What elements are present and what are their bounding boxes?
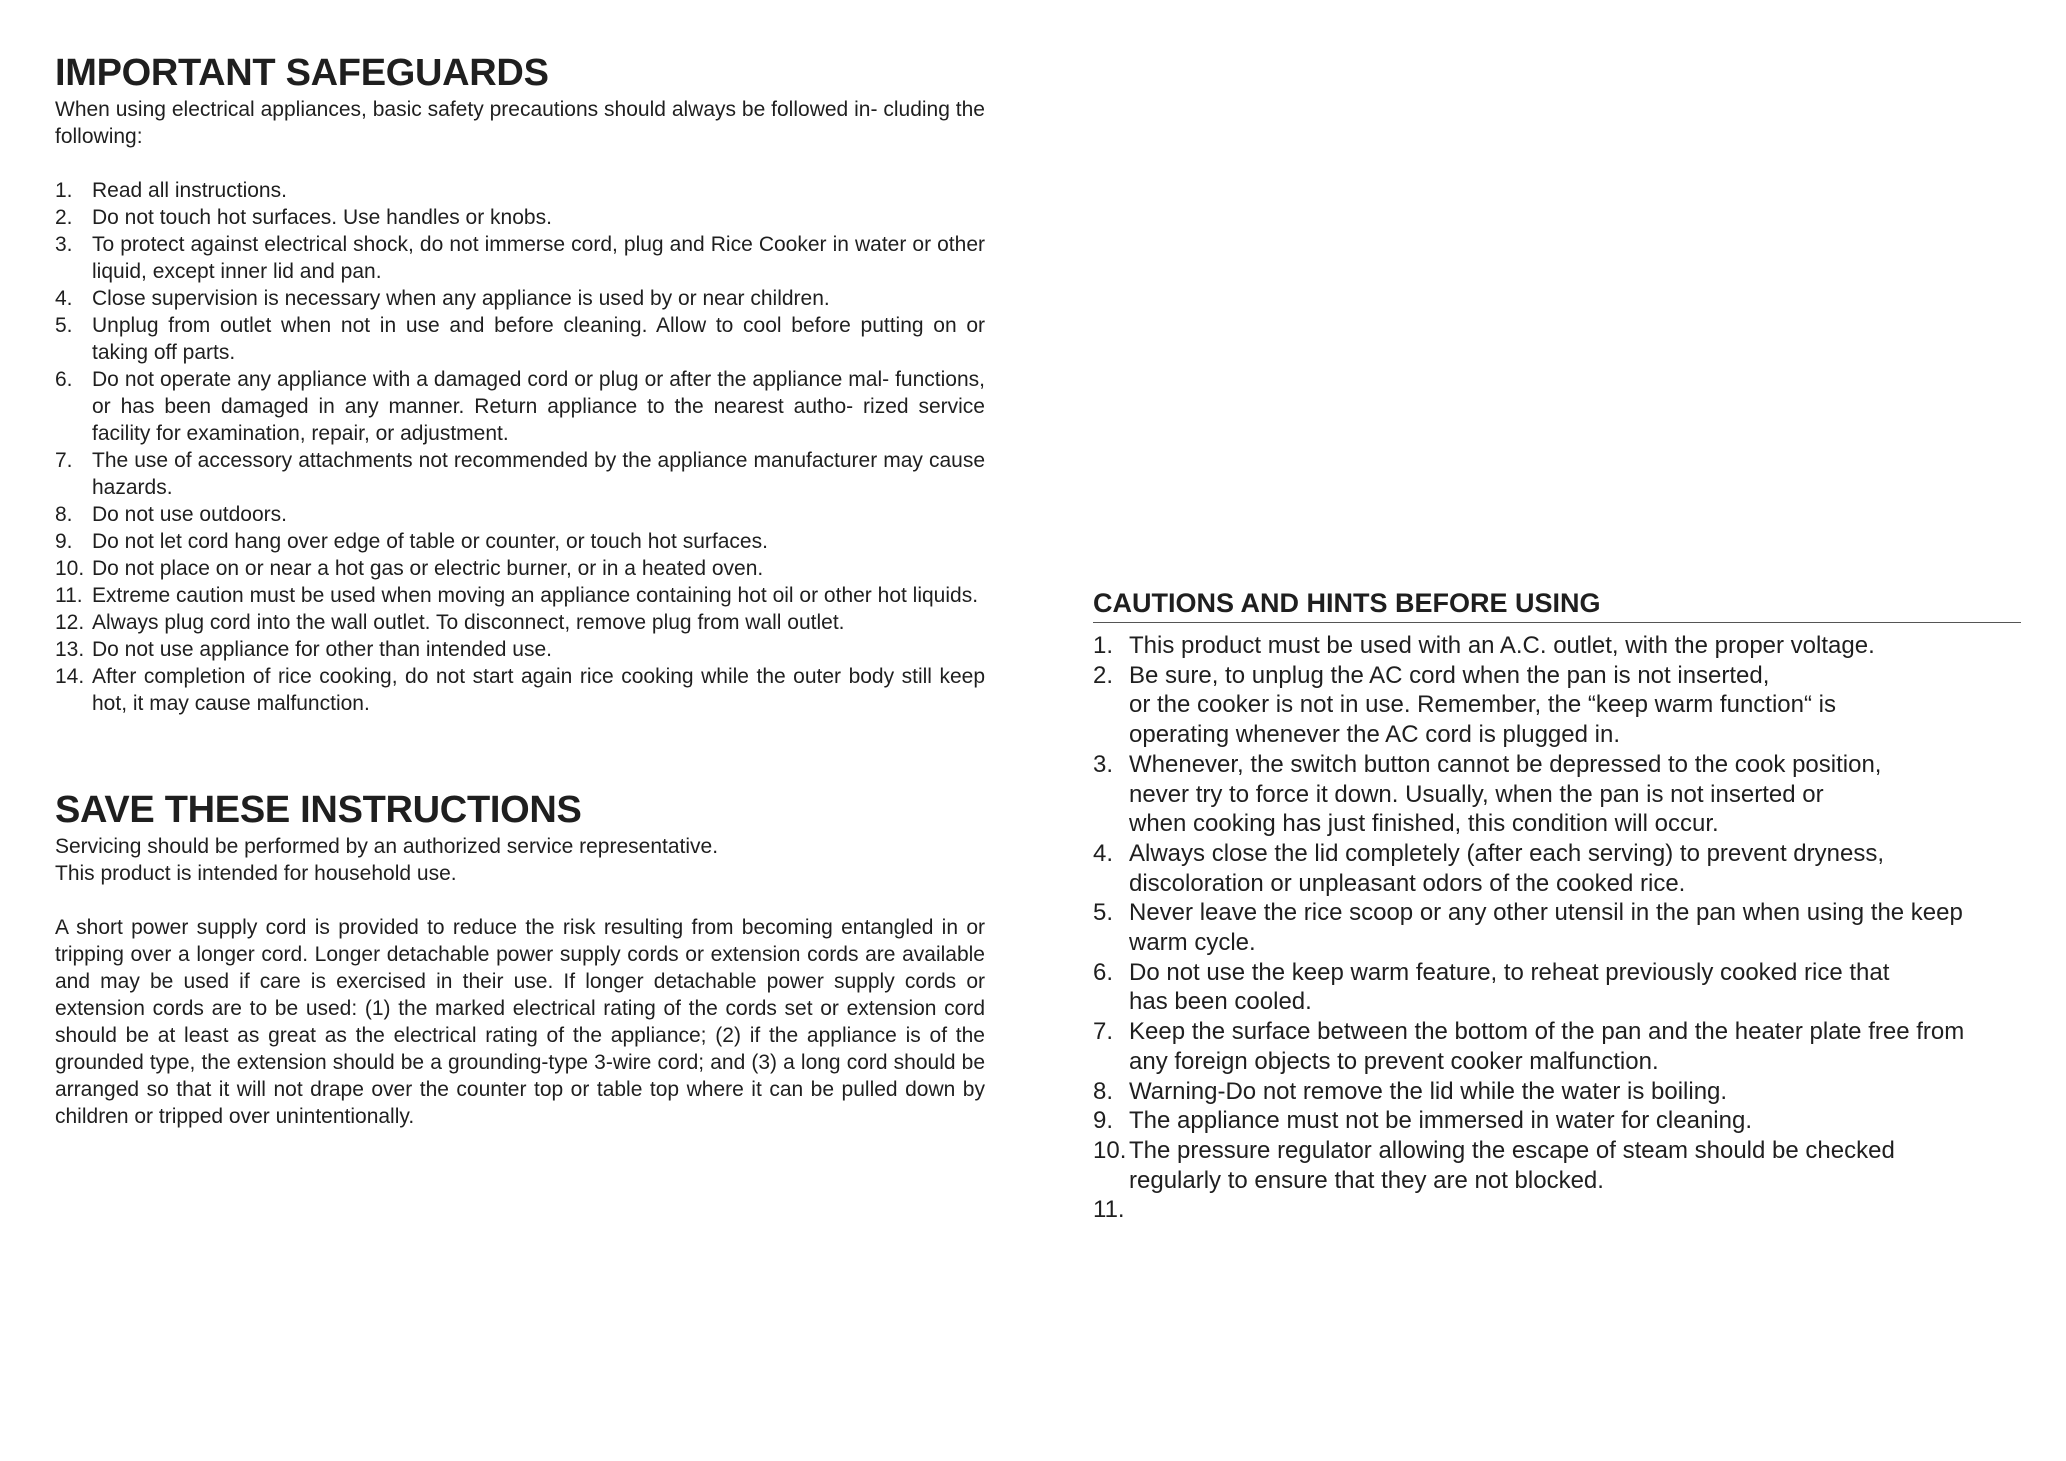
item-text: Do not touch hot surfaces. Use handles or knobs. [92,206,552,229]
list-item [55,285,985,312]
item-text: Do not use appliance for other than intended use. [92,638,552,661]
item-number: 7. [1093,1018,1114,1046]
item-number: 8. [55,503,73,526]
item-number: 3. [1093,750,1114,778]
safeguards-title: IMPORTANT SAFEGUARDS [55,52,549,94]
item-number: 13. [55,638,85,661]
item-text: Do not use the keep warm feature, to reheat previously cooked rice that has been cooled. [1129,958,1890,1016]
list-item [1093,898,2021,957]
item-number: 4. [1093,839,1114,867]
item-text: Always close the lid completely (after each serving) to prevent dryness, discoloration or unpleasant odors of the cooked rice. [1129,839,1885,897]
item-number: 8. [1093,1077,1114,1105]
list-item [55,177,985,204]
item-text: Unplug from outlet when not in use and before cleaning. Allow to cool before putting on or taking off parts. [92,314,985,364]
item-number: 7. [55,449,73,472]
list-item [1093,1195,2021,1225]
item-number: 12. [55,611,85,634]
item-text: To protect against electrical shock, do not immerse cord, plug and Rice Cooker in water or other liquid, except inner lid and pan. [92,233,985,283]
item-text: Close supervision is necessary when any appliance is used by or near children. [92,287,830,310]
list-item [55,663,985,717]
list-item [1093,1017,2021,1076]
item-text: Do not use outdoors. [92,503,287,526]
list-item [55,555,985,582]
item-number: 1. [55,179,73,202]
item-number: 5. [55,314,73,337]
item-number: 9. [55,530,73,553]
household-note: This product is intended for household use. [55,862,457,885]
item-text: Do not let cord hang over edge of table or counter, or touch hot surfaces. [92,530,768,553]
item-text: Extreme caution must be used when moving an appliance containing hot oil or other hot liquids. [92,584,979,607]
item-text: After completion of rice cooking, do not start again rice cooking while the outer body still keep hot, it may cause malfunction. [92,665,985,715]
item-number: 5. [1093,899,1114,927]
service-note: Servicing should be performed by an authorized service representative. [55,835,719,858]
item-number: 2. [55,206,73,229]
item-text [1129,1195,2021,1225]
item-number: 3. [55,233,73,256]
list-item [55,501,985,528]
right-column [1093,586,2021,1225]
item-text: The use of accessory attachments not recommended by the appliance manufacturer may cause hazards. [92,449,985,499]
list-item [55,447,985,501]
item-text: Be sure, to unplug the AC cord when the pan is not inserted, or the cooker is not in use. Remember, the “keep warm function“ is operating whenever the AC cord is plugged in. [1129,661,1836,749]
list-item [1093,1136,2021,1195]
item-text: Do not operate any appliance with a damaged cord or plug or after the appliance mal- functions, or has been damaged in any manner. Return appliance to the nearest autho- rized service facility for examination, repair, or adjustment. [92,368,985,445]
list-item [55,582,985,609]
list-item [1093,958,2021,1017]
item-number: 11. [55,584,83,607]
list-item [55,366,985,447]
item-number: 10. [55,557,85,580]
list-item [1093,1077,2021,1107]
list-item [55,231,985,285]
item-text: This product must be used with an A.C. outlet, with the proper voltage. [1129,632,1875,659]
item-text: Never leave the rice scoop or any other utensil in the pan when using the keep warm cycle. [1129,899,1963,957]
item-number: 6. [1093,958,1114,986]
item-number: 2. [1093,661,1114,689]
list-item [55,636,985,663]
cautions-title: CAUTIONS AND HINTS BEFORE USING [1093,586,2021,623]
list-item [1093,750,2021,839]
cord-paragraph: A short power supply cord is provided to reduce the risk resulting from becoming entangled in or tripping over a longer cord. Longer detachable power supply cords or extension cords are available and may be used if care is exercised in their use. If longer detachable power supply cords or extension cords are to be used: (1) the marked electrical rating of the cords set or extension cord should be at least as great as the electrical rating of the appliance; (2) if the appliance is of the grounded type, the extension should be a grounding-type 3-wire cord; and (3) a long cord should be arranged so that it will not drape over the counter top or table top where it can be pulled down by children or tripped over unintentionally. [55,916,985,1128]
save-instructions-title: SAVE THESE INSTRUCTIONS [55,789,582,831]
list-item [55,528,985,555]
item-text: Read all instructions. [92,179,287,202]
safeguards-intro: When using electrical appliances, basic safety precautions should always be followed in- cluding the following: [55,98,985,148]
item-number: 6. [55,368,73,391]
item-number: 14. [55,665,85,688]
item-number: 1. [1093,632,1114,659]
safeguards-list [55,177,985,717]
item-text: Whenever, the switch button cannot be depressed to the cook position, never try to force it down. Usually, when the pan is not inserted or when cooking has just finished, this condition will occur. [1129,750,1882,838]
item-number: 10. [1093,1136,1127,1164]
list-item [55,204,985,231]
item-text: The pressure regulator allowing the escape of steam should be checked regularly to ensure that they are not blocked. [1129,1136,1895,1194]
item-text: Warning-Do not remove the lid while the water is boiling. [1129,1077,1728,1105]
cautions-list [1093,631,2021,1225]
list-item [55,312,985,366]
left-column [55,50,985,1130]
item-number: 4. [55,287,73,310]
item-number: 9. [1093,1107,1114,1135]
item-number: 11. [1093,1196,1125,1224]
list-item [1093,631,2021,661]
list-item [1093,661,2021,750]
item-text: The appliance must not be immersed in water for cleaning. [1129,1107,1752,1135]
list-item [55,609,985,636]
item-text: Always plug cord into the wall outlet. To disconnect, remove plug from wall outlet. [92,611,845,634]
list-item [1093,1106,2021,1136]
item-text: Keep the surface between the bottom of the pan and the heater plate free from any foreign objects to prevent cooker malfunction. [1129,1018,1965,1075]
item-text: Do not place on or near a hot gas or electric burner, or in a heated oven. [92,557,764,580]
list-item [1093,839,2021,898]
